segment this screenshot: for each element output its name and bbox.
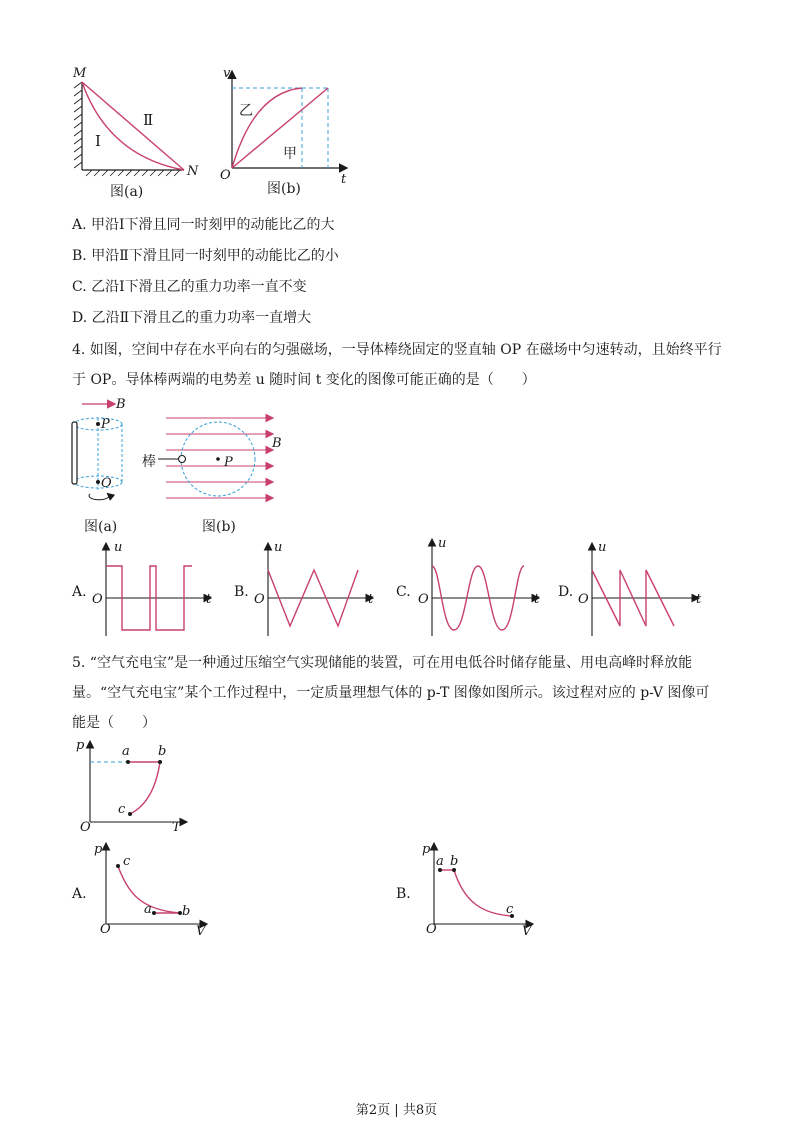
q3-figure-b <box>218 64 358 184</box>
option-letter: C. <box>396 584 411 600</box>
axis-O: O <box>254 592 265 607</box>
q4-stem-line2: 于 OP。导体棒两端的电势差 u 随时间 t 变化的图像可能正确的是（ ） <box>72 372 536 388</box>
q3-option-a[interactable] <box>72 214 335 234</box>
q3-caption-a: 图(a) <box>110 184 144 200</box>
label-jia: 甲 <box>283 146 297 162</box>
q4-option-b[interactable] <box>230 540 380 640</box>
label-B-b: B <box>272 436 282 451</box>
axis-p: p <box>76 738 85 753</box>
q3-option-c[interactable] <box>72 276 307 296</box>
label-track-II: Ⅱ <box>143 111 154 129</box>
axis-O: O <box>418 592 429 607</box>
axis-u: u <box>274 540 283 555</box>
option-letter: B. <box>396 886 411 902</box>
q5-stem-line3: 能是（ ） <box>72 715 156 731</box>
axis-V: V <box>196 924 206 939</box>
axis-u: u <box>114 540 123 555</box>
q4-option-d[interactable] <box>558 540 708 640</box>
option-text: 甲沿Ⅰ下滑且同一时刻甲的动能比乙的大 <box>91 217 335 233</box>
option-letter: A. <box>72 217 87 233</box>
axis-t: t <box>696 592 702 607</box>
label-N: N <box>187 164 199 179</box>
point-a: a <box>144 902 152 917</box>
q4-caption-a: 图(a) <box>84 519 118 535</box>
label-v: v <box>223 66 231 81</box>
label-P-b: P <box>224 455 233 470</box>
option-letter: B. <box>234 584 249 600</box>
option-text: 甲沿Ⅱ下滑且同一时刻甲的动能比乙的小 <box>91 248 339 264</box>
q4-figure-b <box>140 410 280 510</box>
option-letter: D. <box>558 584 574 600</box>
point-b: b <box>158 744 167 759</box>
axis-p: p <box>94 842 103 857</box>
point-b: b <box>450 854 459 869</box>
axis-V: V <box>522 924 532 939</box>
q4-figure-a <box>68 396 138 514</box>
q5-pt-graph <box>74 738 194 838</box>
point-c: c <box>123 854 131 869</box>
label-track-I: Ⅰ <box>95 132 101 150</box>
point-c: c <box>506 902 514 917</box>
q4-stem-line1: 4. 如图，空间中存在水平向右的匀强磁场，一导体棒绕固定的竖直轴 OP 在磁场中匀速转动，且始终平行 <box>72 342 722 358</box>
option-letter: A. <box>72 886 87 902</box>
label-rod: 棒 <box>142 454 156 470</box>
axis-t: t <box>368 592 374 607</box>
option-text: 乙沿Ⅰ下滑且乙的重力功率一直不变 <box>91 279 307 295</box>
option-text: 乙沿Ⅱ下滑且乙的重力功率一直增大 <box>91 310 312 326</box>
label-O-a: O <box>101 476 112 491</box>
point-b: b <box>182 904 191 919</box>
q4-option-a[interactable] <box>68 540 218 640</box>
point-c: c <box>118 802 126 817</box>
q4-option-c[interactable] <box>394 536 544 640</box>
option-letter: B. <box>72 248 87 264</box>
label-B-a: B <box>116 397 126 412</box>
label-yi: 乙 <box>239 103 253 119</box>
axis-p: p <box>422 842 431 857</box>
q5-stem-line2: 量。“空气充电宝”某个工作过程中，一定质量理想气体的 p-T 图像如图所示。该过程对应的 p-V 图像可 <box>72 685 710 701</box>
q4-caption-b: 图(b) <box>202 519 236 535</box>
axis-t: t <box>534 592 540 607</box>
axis-O: O <box>92 592 103 607</box>
axis-O: O <box>578 592 589 607</box>
page-footer: 第2页 | 共8页 <box>355 1103 438 1118</box>
axis-u: u <box>598 540 607 555</box>
label-t: t <box>341 172 347 187</box>
axis-t: t <box>206 592 212 607</box>
label-P-a: P <box>101 417 110 432</box>
point-a: a <box>436 854 444 869</box>
q3-option-d[interactable] <box>72 307 311 327</box>
q5-stem-line1: 5. “空气充电宝”是一种通过压缩空气实现储能的装置，可在用电低谷时储存能量、用电高峰时释放能 <box>72 655 693 671</box>
q3-caption-b: 图(b) <box>267 181 301 197</box>
label-M: M <box>73 66 87 81</box>
axis-O: O <box>100 922 111 937</box>
axis-T: T <box>172 820 181 835</box>
axis-u: u <box>438 536 447 551</box>
q5-option-a[interactable] <box>68 840 218 940</box>
label-O: O <box>220 168 231 183</box>
axis-O: O <box>426 922 437 937</box>
axis-O: O <box>80 820 91 835</box>
option-letter: D. <box>72 310 88 326</box>
q3-option-b[interactable] <box>72 245 339 265</box>
point-a: a <box>122 744 130 759</box>
option-letter: A. <box>72 584 87 600</box>
option-letter: C. <box>72 279 87 295</box>
q5-option-b[interactable] <box>396 840 546 940</box>
